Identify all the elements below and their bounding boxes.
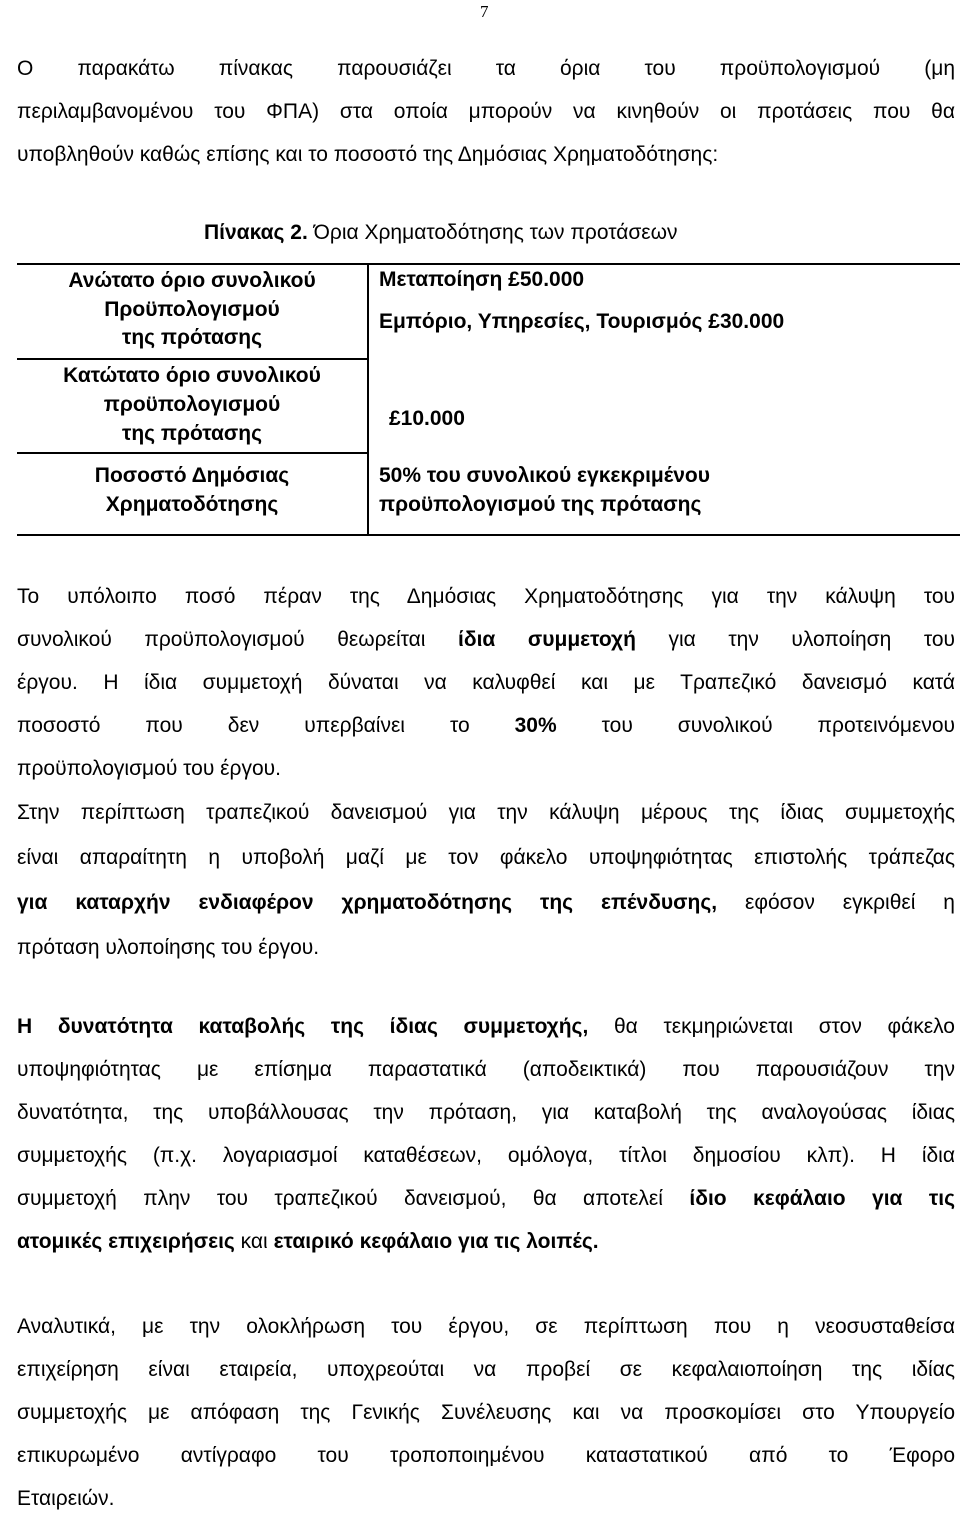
table-row-value [379,259,959,343]
label-line: Ποσοστό Δημόσιας [94,464,290,487]
paragraph-line: ποσοστό που δεν υπερβαίνει το 30% του συνολικού προτεινόμενου [17,714,955,737]
table-column-divider [367,263,369,536]
value-line: Εμπόριο, Υπηρεσίες, Τουρισμός £30.000 [379,310,785,333]
paragraph-line: έργου. Η ίδια συμμετοχή δύναται να καλυφθεί και με Τραπεζικό δανεισμό κατά [17,671,955,694]
label-line: Ανώτατο όριο συνολικού [68,269,316,292]
label-line: Χρηματοδότησης [105,493,279,516]
table-row-divider [17,358,367,360]
label-line: της πρότασης [121,326,263,349]
table-caption [204,221,678,245]
intro-paragraph [17,47,955,176]
label-line: Κατώτατο όριο συνολικού [63,364,321,387]
paragraph-line: προϋπολογισμού του έργου. [17,757,281,780]
paragraph-line: ατομικές επιχειρήσεις και εταιρικό κεφάλαιο για τις λοιπές. [17,1230,599,1253]
paragraph-line: υποψηφιότητας με επίσημα παραστατικά (αποδεικτικά) που παρουσιάζουν την [17,1058,955,1081]
value-line: προϋπολογισμού της πρότασης [379,493,702,516]
capitalisation-paragraph [17,1305,955,1520]
paragraph-line: για καταρχήν ενδιαφέρον χρηματοδότησης της επένδυσης, εφόσον εγκριθεί η [17,891,955,914]
value-line: Μεταποίηση £50.000 [379,268,585,291]
label-line: της πρότασης [121,422,263,445]
paragraph-line: συνολικού προϋπολογισμού θεωρείται ίδια συμμετοχή για την υλοποίηση του [17,628,955,651]
paragraph-line: συμμετοχής με απόφαση της Γενικής Συνέλευσης και να προσκομίσει στο Υπουργείο [17,1401,955,1424]
paragraph-line: Στην περίπτωση τραπεζικού δανεισμού για την κάλυψη μέρους της ίδιας συμμετοχής [17,801,955,824]
payment-capacity-paragraph [17,1005,955,1263]
paragraph-line: συμμετοχή πλην του τραπεζικού δανεισμού, θα αποτελεί ίδιο κεφάλαιο για τις [17,1187,955,1210]
table-row-label [17,461,367,519]
paragraph-line: επιχείρηση είναι εταιρεία, υποχρεούται να προβεί σε κεφαλαιοποίηση της ιδίας [17,1358,955,1381]
bank-loan-paragraph [17,790,955,970]
intro-line: περιλαμβανομένου του ΦΠΑ) στα οποία μπορούν να κινηθούν οι προτάσεις που θα [17,100,955,123]
table-row-label [17,361,367,448]
table-border-bottom [17,534,960,536]
paragraph-line: επικυρωμένο αντίγραφο του τροποποιημένου καταστατικού από το Έφορο [17,1444,955,1467]
paragraph-line: Η δυνατότητα καταβολής της ίδιας συμμετοχής, θα τεκμηριώνεται στον φάκελο [17,1015,955,1038]
label-line: προϋπολογισμού [103,393,281,416]
label-line: Προϋπολογισμού [104,298,280,321]
value-line: 50% του συνολικού εγκεκριμένου [379,464,710,487]
paragraph-line: είναι απαραίτητη η υποβολή μαζί με τον φάκελο υποψηφιότητας επιστολής τράπεζας [17,846,955,869]
table-row-value [379,461,959,519]
own-contribution-paragraph [17,575,955,790]
intro-line: υποβληθούν καθώς επίσης και το ποσοστό της Δημόσιας Χρηματοδότησης: [17,143,719,166]
paragraph-line: συμμετοχής (π.χ. λογαριασμοί καταθέσεων, ομόλογα, τίτλοι δημοσίου κλπ). Η ίδια [17,1144,955,1167]
paragraph-line: Το υπόλοιπο ποσό πέραν της Δημόσιας Χρηματοδότησης για την κάλυψη του [17,585,955,608]
value-line: £10.000 [389,407,465,430]
paragraph-line: Εταιρειών. [17,1487,115,1510]
intro-line: Ο παρακάτω πίνακας παρουσιάζει τα όρια του προϋπολογισμού (μη [17,57,955,80]
table-caption-label: Πίνακας 2. [204,221,308,244]
table-row-divider [17,452,367,454]
table-row-label [17,266,367,352]
table-row-value [389,404,960,433]
funding-limits-table [17,263,960,536]
page-number: 7 [480,2,489,21]
paragraph-line: Αναλυτικά, με την ολοκλήρωση του έργου, σε περίπτωση που η νεοσυσταθείσα [17,1315,955,1338]
paragraph-line: δυνατότητα, της υποβάλλουσας την πρόταση, για καταβολή της αναλογούσας ίδιας [17,1101,955,1124]
paragraph-line: πρόταση υλοποίησης του έργου. [17,936,320,959]
table-caption-text: Όρια Χρηματοδότησης των προτάσεων [307,221,678,244]
